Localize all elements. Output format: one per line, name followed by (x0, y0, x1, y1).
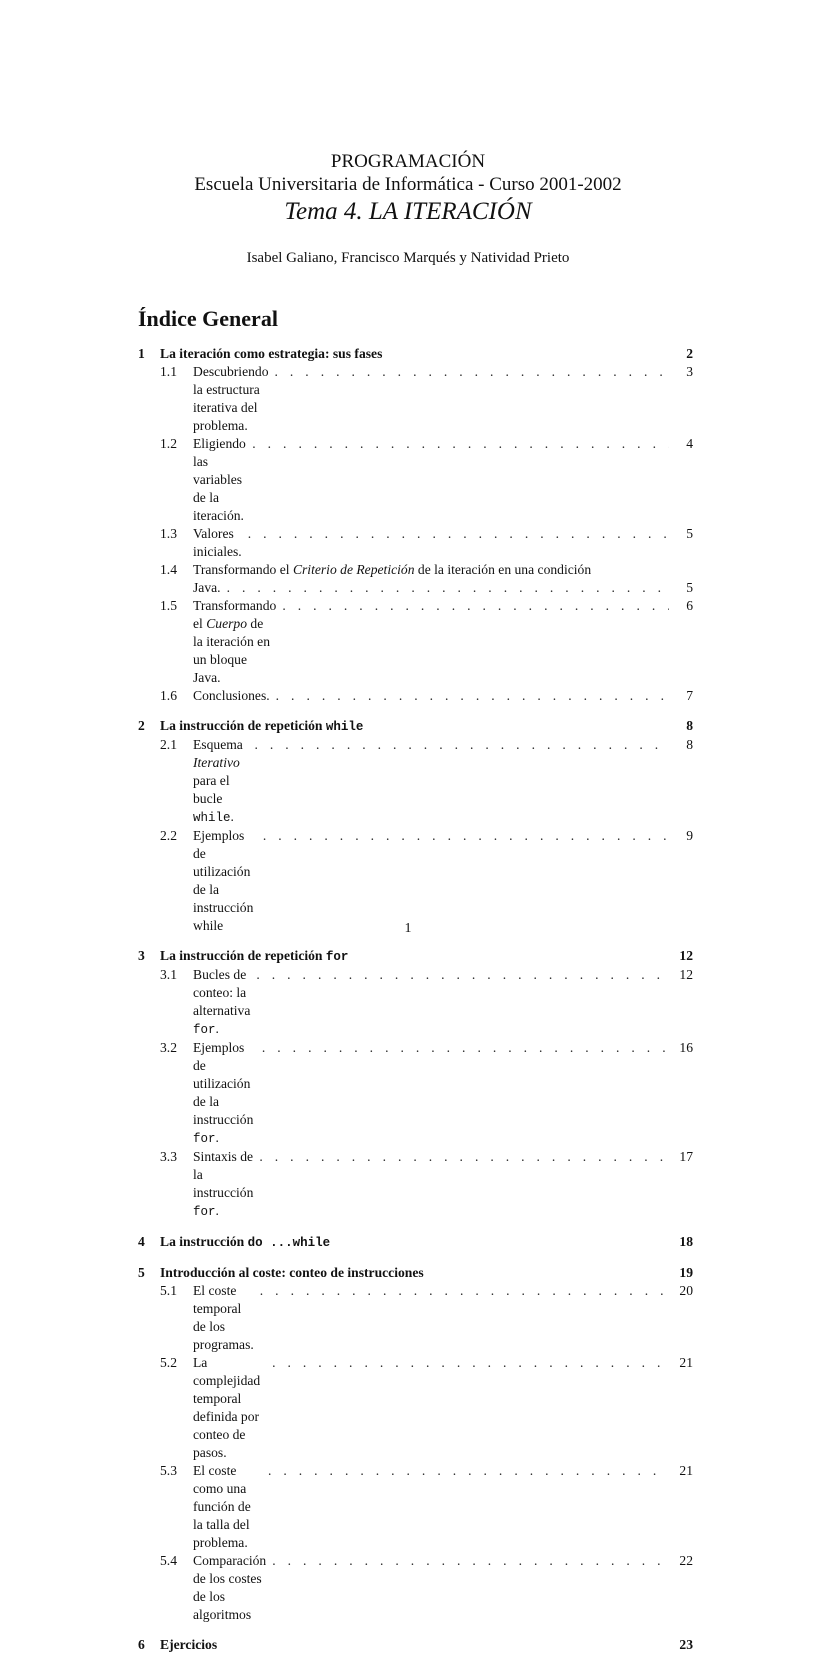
toc-section-label (160, 1264, 424, 1282)
toc-subsection-label (193, 966, 250, 1039)
toc-subsection-number: 5.1 (160, 1283, 177, 1298)
toc-label-code: for (193, 1132, 216, 1146)
toc-page-number: 12 (679, 948, 693, 963)
toc-subsection-number: 3.3 (160, 1149, 177, 1164)
toc-section (138, 1636, 693, 1654)
toc-subsection-entry[interactable] (138, 561, 693, 579)
toc-subsection-entry[interactable] (138, 827, 693, 935)
toc-subsection-entry[interactable] (138, 966, 693, 1039)
toc-label-text: Valores iniciales. (193, 526, 242, 559)
toc-section (138, 947, 693, 1221)
toc-page-number: 2 (686, 346, 693, 361)
toc-subsection-entry[interactable] (138, 435, 693, 525)
toc-label-text: . (215, 1130, 219, 1145)
toc-section-label (160, 717, 363, 736)
toc-page-number: 22 (679, 1553, 693, 1568)
toc-label-code: while (193, 811, 231, 825)
toc-subsection-entry[interactable] (138, 1282, 693, 1354)
toc-label-text: Descubriendo la estructura iterativa del problema. (193, 364, 269, 433)
toc-label-emphasis: Iterativo (193, 755, 240, 770)
toc-label-code: for (325, 950, 349, 964)
toc-subsection-label (193, 363, 269, 435)
toc-page-number: 7 (686, 688, 693, 703)
toc-page-number: 5 (686, 526, 693, 541)
toc-leader-dots (248, 525, 669, 543)
toc-label-code: while (325, 720, 364, 734)
course-title: PROGRAMACIÓN (330, 151, 486, 172)
toc-section-label (160, 1233, 330, 1252)
toc-subsection-label (193, 736, 248, 827)
page-number: 1 (404, 921, 412, 936)
toc-label-text: El coste temporal de los programas. (193, 1283, 254, 1352)
toc-label-emphasis: Criterio de Repetición (292, 562, 415, 577)
authors: Isabel Galiano, Francisco Marqués y Natividad Prieto (246, 250, 570, 266)
toc-section-entry[interactable] (138, 345, 693, 363)
toc-leader-dots (259, 1148, 669, 1166)
toc-leader-dots (276, 687, 669, 705)
toc-subsection-entry[interactable] (138, 597, 693, 687)
toc-heading: Índice General (138, 306, 278, 331)
toc-label-text: . (215, 1021, 219, 1036)
toc-page-number: 19 (679, 1265, 693, 1280)
toc-subsection-number: 3.2 (160, 1040, 177, 1055)
school-year: Escuela Universitaria de Informática - Curso 2001-2002 (194, 174, 622, 195)
toc-subsection-number: 1.3 (160, 526, 177, 541)
toc-subsection-number: 1.1 (160, 364, 177, 379)
toc-section (138, 1233, 693, 1252)
toc-subsection-number: 5.3 (160, 1463, 177, 1478)
table-of-contents (138, 345, 693, 1666)
toc-label-text: Esquema (193, 737, 243, 752)
toc-page-number: 16 (679, 1040, 693, 1055)
toc-section-number: 1 (138, 346, 145, 361)
topic-title: Tema 4. LA ITERACIÓN (284, 198, 532, 225)
toc-label-text: Ejemplos de utilización de la instrucción (193, 1040, 254, 1127)
toc-subsection-continuation[interactable] (138, 579, 693, 597)
toc-leader-dots (227, 579, 669, 597)
toc-label-text: Ejemplos de utilización de la instrucción while (193, 828, 254, 933)
toc-leader-dots (260, 1282, 669, 1300)
toc-label-text: Comparación de los costes de los algoritmos (193, 1553, 267, 1622)
toc-page-number: 21 (679, 1463, 693, 1478)
toc-subsection-number: 3.1 (160, 967, 177, 982)
toc-page-number: 23 (679, 1637, 693, 1652)
toc-label-text: Eligiendo las variables de la iteración. (193, 436, 246, 523)
toc-section-entry[interactable] (138, 1264, 693, 1282)
toc-label-text: Bucles de conteo: la alternativa (193, 967, 251, 1018)
toc-label-text: de la iteración en un bloque Java. (193, 616, 270, 685)
toc-page-number: 21 (679, 1355, 693, 1370)
toc-subsection-label (193, 1282, 254, 1354)
toc-label-text: La iteración como estrategia: sus fases (160, 346, 383, 361)
toc-label-code: do ...while (247, 1236, 331, 1250)
toc-label-text: Java. (193, 580, 221, 595)
toc-page-number: 17 (679, 1149, 693, 1164)
toc-subsection-label (193, 435, 246, 525)
toc-subsection-label (193, 1039, 256, 1148)
toc-page-number: 8 (686, 737, 693, 752)
toc-label-text: La instrucción de repetición (160, 948, 326, 963)
toc-section-number: 3 (138, 948, 145, 963)
toc-subsection-label (193, 1462, 262, 1552)
toc-leader-dots (275, 363, 670, 381)
toc-section-entry[interactable] (138, 1233, 693, 1252)
toc-leader-dots (256, 966, 669, 984)
toc-label-text: . (215, 1203, 219, 1218)
toc-subsection-entry[interactable] (138, 525, 693, 561)
toc-section-label (160, 345, 382, 363)
toc-page-number: 12 (679, 967, 693, 982)
toc-section-number: 2 (138, 718, 145, 733)
toc-label-code: for (193, 1205, 216, 1219)
toc-page-number: 3 (686, 364, 693, 379)
toc-section-label (160, 947, 348, 966)
title-block (0, 150, 816, 267)
toc-subsection-entry[interactable] (138, 736, 693, 827)
toc-page-number: 5 (686, 580, 693, 595)
toc-subsection-label (193, 827, 257, 935)
toc-leader-dots (268, 1462, 669, 1480)
toc-section-number: 4 (138, 1234, 145, 1249)
toc-section-label (160, 1636, 217, 1654)
toc-section-entry[interactable] (138, 947, 693, 966)
toc-section-entry[interactable] (138, 717, 693, 736)
toc-subsection-label (193, 525, 242, 561)
toc-subsection-number: 1.4 (160, 562, 177, 577)
toc-subsection-number: 2.1 (160, 737, 177, 752)
toc-subsection-number: 1.2 (160, 436, 177, 451)
toc-section-entry[interactable] (138, 1636, 693, 1654)
toc-section-number: 5 (138, 1265, 145, 1280)
toc-subsection-label (193, 1148, 253, 1221)
toc-label-text: de la iteración en una condición (414, 562, 592, 577)
toc-leader-dots (254, 736, 669, 754)
toc-label-text: La instrucción (160, 1234, 248, 1249)
toc-subsection-entry[interactable] (138, 687, 693, 705)
toc-label-text: Ejercicios (160, 1637, 218, 1652)
toc-subsection-label (193, 597, 276, 687)
toc-label-text: Transformando el (193, 562, 293, 577)
toc-leader-dots (262, 1039, 669, 1057)
toc-page-number: 6 (686, 598, 693, 613)
toc-page-number: 4 (686, 436, 693, 451)
toc-label-text: El coste como una función de la talla del problema. (193, 1463, 251, 1550)
toc-subsection-entry[interactable] (138, 1148, 693, 1221)
toc-subsection-label (193, 1552, 266, 1624)
toc-subsection-label (193, 1354, 266, 1462)
toc-label-text: Conclusiones. (193, 688, 270, 703)
toc-label-text: Sintaxis de la instrucción (193, 1149, 254, 1200)
toc-section (138, 345, 693, 705)
toc-subsection-label (193, 561, 591, 579)
toc-label-code: for (193, 1023, 216, 1037)
toc-page-number: 18 (679, 1234, 693, 1249)
toc-section (138, 1264, 693, 1624)
toc-label-text: para el bucle (193, 773, 230, 806)
toc-page-number: 8 (686, 718, 693, 733)
toc-subsection-number: 5.2 (160, 1355, 177, 1370)
toc-section (138, 717, 693, 935)
toc-section-number: 6 (138, 1637, 145, 1652)
toc-label-text: La complejidad temporal definida por conteo de pasos. (193, 1355, 261, 1460)
toc-subsection-number: 1.6 (160, 688, 177, 703)
toc-page-number: 20 (679, 1283, 693, 1298)
toc-subsection-entry[interactable] (138, 363, 693, 435)
toc-subsection-entry[interactable] (138, 1552, 693, 1624)
toc-leader-dots (252, 435, 669, 453)
toc-leader-dots (282, 597, 669, 615)
toc-subsection-label (193, 687, 270, 705)
toc-subsection-number: 5.4 (160, 1553, 177, 1568)
toc-page-number: 9 (686, 828, 693, 843)
toc-label-text: La instrucción de repetición (160, 718, 326, 733)
toc-label-emphasis: Cuerpo (206, 616, 247, 631)
toc-subsection-entry[interactable] (138, 1039, 693, 1148)
toc-label-text: . (230, 809, 234, 824)
toc-subsection-entry[interactable] (138, 1354, 693, 1462)
toc-subsection-number: 2.2 (160, 828, 177, 843)
toc-leader-dots (272, 1354, 669, 1372)
toc-leader-dots (263, 827, 669, 845)
toc-subsection-number: 1.5 (160, 598, 177, 613)
toc-label-text: Transformando el (193, 598, 277, 631)
toc-leader-dots (272, 1552, 669, 1570)
toc-subsection-entry[interactable] (138, 1462, 693, 1552)
toc-label-text: Introducción al coste: conteo de instrucciones (160, 1265, 424, 1280)
